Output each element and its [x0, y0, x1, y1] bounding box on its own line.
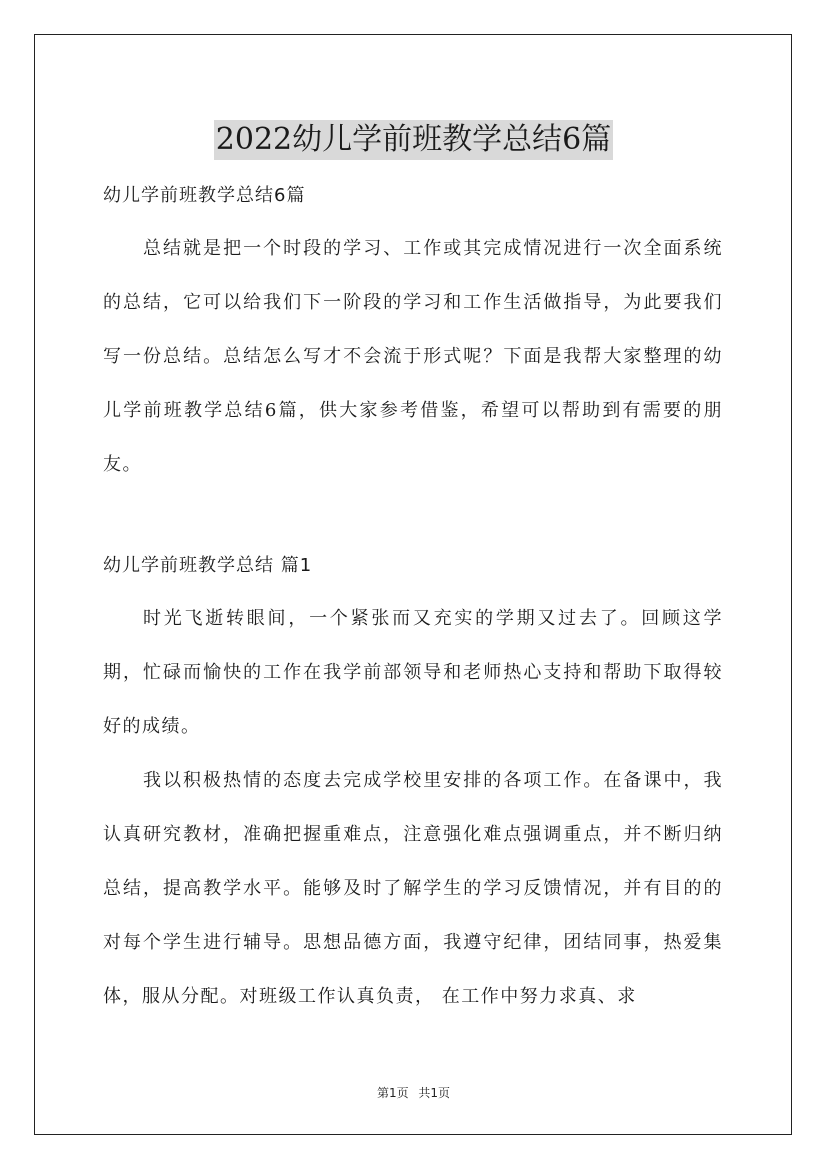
- page-total: 共1页: [418, 1086, 451, 1100]
- page-number: 第1页: [376, 1086, 409, 1100]
- title-container: [0, 100, 827, 180]
- section-heading: 幼儿学前班教学总结 篇1: [103, 555, 313, 576]
- page-footer: [0, 1084, 827, 1101]
- section-paragraph: 我以积极热情的态度去完成学校里安排的各项工作。在备课中，我认真研究教材，准确把握重难点，注意强化难点强调重点，并不断归纳总结，提高教学水平。能够及时了解学生的学习反馈情况，并有目的的对每个学生进行辅导。思想品德方面，我遵守纪律，团结同事，热爱集体，服从分配。对班级工作认真负责， 在工作中努力求真、求: [103, 770, 723, 1007]
- section-gap: [103, 492, 723, 540]
- document-subtitle: 幼儿学前班教学总结6篇: [103, 185, 306, 206]
- document-body: [103, 170, 723, 1024]
- document-title: 2022幼儿学前班教学总结6篇: [214, 120, 613, 160]
- intro-paragraph: 总结就是把一个时段的学习、工作或其完成情况进行一次全面系统的总结，它可以给我们下一阶段的学习和工作生活做指导，为此要我们写一份总结。总结怎么写才不会流于形式呢？下面是我帮大家整理的幼儿学前班教学总结6篇，供大家参考借鉴，希望可以帮助到有需要的朋友。: [103, 238, 723, 475]
- section-paragraph: 时光飞逝转眼间，一个紧张而又充实的学期又过去了。回顾这学期，忙碌而愉快的工作在我学前部领导和老师热心支持和帮助下取得较好的成绩。: [103, 608, 723, 737]
